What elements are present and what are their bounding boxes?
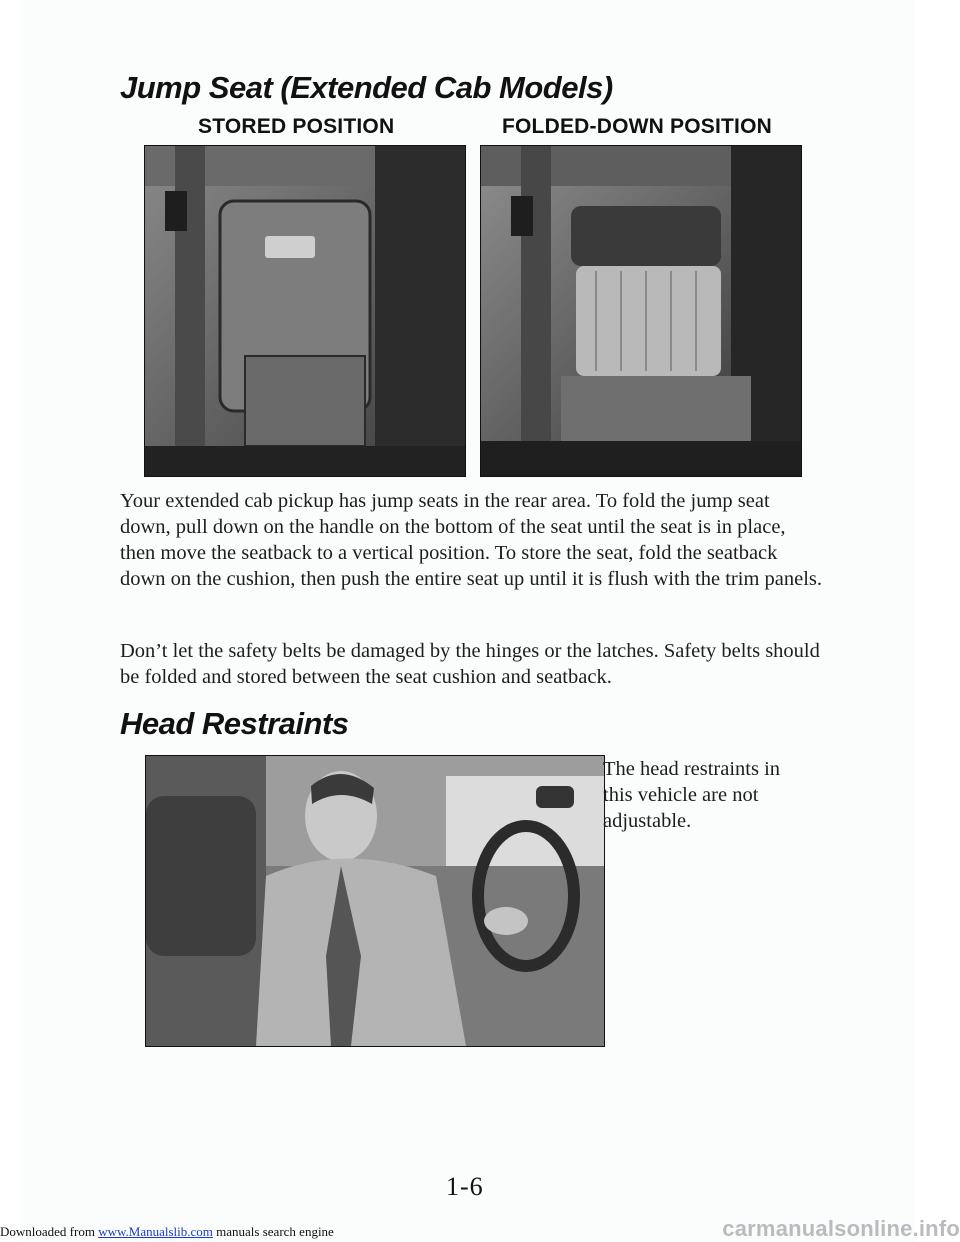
jump-seat-heading: Jump Seat (Extended Cab Models) [120, 70, 613, 105]
stored-position-photo [144, 145, 466, 477]
head-restraints-text: The head restraints in this vehicle are not adjustable. [603, 758, 781, 832]
footer-suffix: manuals search engine [212, 1224, 334, 1239]
folded-down-position-photo [480, 145, 802, 477]
folded-down-position-caption: FOLDED-DOWN POSITION [502, 115, 772, 138]
stored-position-caption: STORED POSITION [198, 115, 395, 138]
footer-prefix: Downloaded from [0, 1224, 99, 1239]
manual-page [20, 0, 915, 1242]
page-number: 1-6 [446, 1172, 484, 1201]
head-restraints-heading: Head Restraints [120, 706, 349, 741]
manualslib-link[interactable]: www.Manualslib.com [98, 1224, 213, 1239]
jump-seat-paragraph-2: Don’t let the safety belts be damaged by the hinges or the latches. Safety belts should be folded and stored between the seat cushion and seatback. [120, 640, 820, 688]
jump-seat-paragraph-1: Your extended cab pickup has jump seats in the rear area. To fold the jump seat down, pull down on the handle on the bottom of the seat until the seat is in place, then move the seatback to a vertical position. To store the seat, fold the seatback down on the cushion, then push the entire seat up until it is flush with the trim panels. [120, 490, 823, 590]
watermark: carmanualsonline.info [722, 1216, 960, 1241]
download-footer [0, 1224, 334, 1240]
driver-head-restraint-photo [145, 755, 605, 1047]
